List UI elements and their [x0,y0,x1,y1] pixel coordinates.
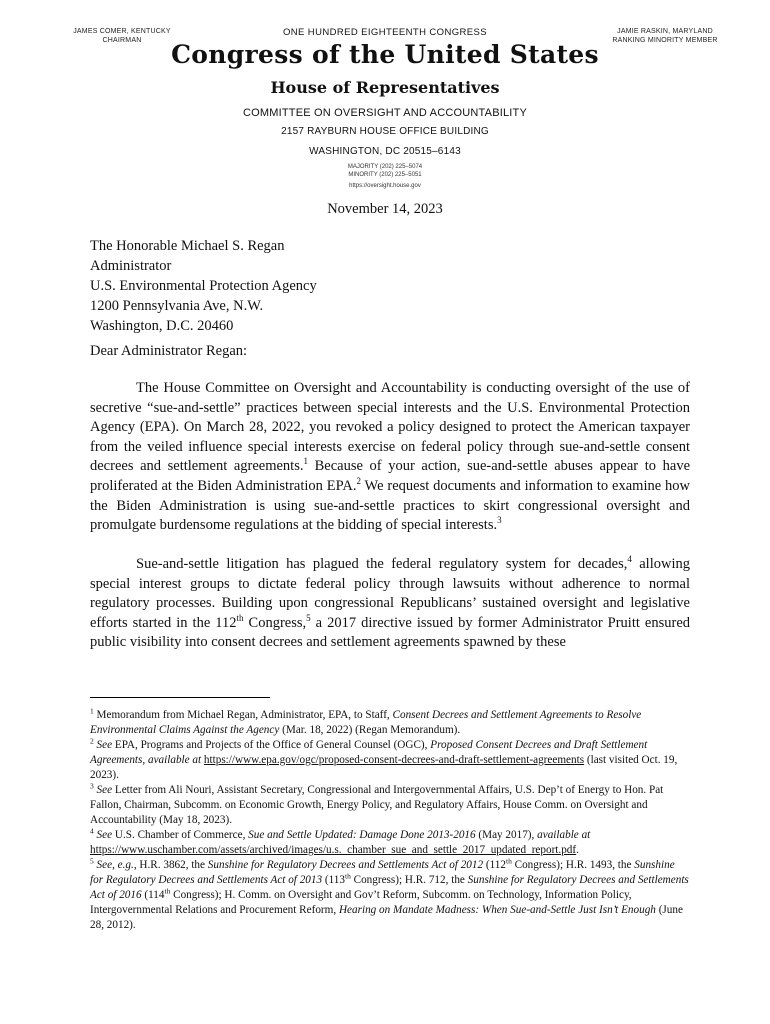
office-city: WASHINGTON, DC 20515–6143 [309,146,461,157]
footnote-4 [90,828,690,858]
congress-number: ONE HUNDRED EIGHTEENTH CONGRESS [282,27,487,38]
body-text: allowing special interest groups to dictate federal policy through lawsuits without adherence to normal regulatory processes. Building upon congressional Republicans’ sustained oversight and legislative efforts started in the 112 [90,556,690,631]
footnote-signal: available at [537,829,591,841]
footnote-text: EPA, Programs and Projects of the Office of General Counsel (OGC), [112,739,431,751]
committee-website: https://oversight.house.gov [349,183,421,189]
footnote-text: (112 [483,859,506,871]
body-text: Congress, [243,614,307,631]
footnote-text: Congress); H.R. 1493, the [511,859,635,871]
footnote-title: Proposed Consent Decrees and Draft Settlement Agreements, available at [90,739,648,766]
ranking-name: JAMIE RASKIN, MARYLAND [617,28,713,35]
phone-minority: MINORITY (202) 225–5051 [348,172,422,178]
footnote-title: Hearing on Mandate Madness: When Sue-and-Settle Just Isn’t Enough [338,904,656,916]
ordinal-suffix: th [505,856,512,866]
footnote-title: Sunshine for Regulatory Decrees and Settlements Act of 2012 [207,859,484,871]
footnote-signal: See, e.g. [93,859,134,871]
phone-numbers [0,163,770,179]
footnote-number: 3 [90,781,94,791]
footnote-text: (113 [322,874,345,886]
footnote-2 [90,738,690,783]
body-paragraph-1 [90,379,690,536]
ordinal-suffix: th [344,871,351,881]
footnote-3 [90,783,690,828]
footnote-number: 4 [90,826,94,836]
footnote-1 [90,708,690,738]
office-address: 2157 RAYBURN HOUSE OFFICE BUILDING [281,126,489,137]
footnote-number: 5 [90,856,94,866]
ordinal-suffix: th [164,886,171,896]
footnote-ref: 4 [627,554,632,565]
body-paragraph-2 [90,555,690,653]
letterhead-subtitle: House of Representatives [270,78,500,97]
footnote-title: Sunshine for Regulatory Decrees and Settlements Act of 2016 [90,874,689,901]
body-text: Because of your action, sue-and-settle abuses appear to have proliferated at the Biden Administration EPA. [90,458,690,494]
footnote-ref: 5 [306,612,311,623]
footnote-text: (last visited Oct. 19, 2023). [90,754,678,781]
body-text: We request documents and information to examine how the Biden Administration is using sue-and-settle practices to skirt congressional oversight and promulgate burdensome regulations at the bidding of special interests. [90,477,690,534]
footnote-divider [90,697,270,698]
footnote-ref: 3 [497,515,502,526]
recipient-line: Administrator [90,258,172,274]
recipient-line: 1200 Pennsylvania Ave, N.W. [90,298,264,314]
footnote-ref: 1 [303,456,308,467]
footnote-text: Letter from Ali Nouri, Assistant Secretary, Congressional and Intergovernmental Affairs, U.S. Dep’t of Energy to Hon. Pat Fallon, Chairman, Subcomm. on Economic Growth, Energy Policy, and Regulatory Affairs, House Comm. on Oversight and Accountability (May 18, 2023). [90,784,664,826]
footnote-signal: See [93,829,113,841]
footnote-text: (June 28, 2012). [90,904,683,931]
recipient-line: U.S. Environmental Protection Agency [90,278,317,294]
footnote-5 [90,858,690,933]
chairman-name: JAMES COMER, KENTUCKY [73,28,171,35]
footnote-signal: See [93,739,113,751]
footnote-number: 2 [90,736,94,746]
body-text: Sue-and-settle litigation has plagued the federal regulatory system for decades, [136,556,628,572]
footnote-text: , H.R. 3862, the [133,859,208,871]
footnotes [90,708,690,933]
footnote-link[interactable]: https://www.epa.gov/ogc/proposed-consent-decrees-and-draft-settlement-agreements [203,754,585,766]
footnote-number: 1 [90,706,94,716]
committee-name: COMMITTEE ON OVERSIGHT AND ACCOUNTABILITY [242,107,528,119]
letter-date: November 14, 2023 [327,201,443,217]
footnote-text: U.S. Chamber of Commerce, [112,829,249,841]
footnote-text: (114 [141,889,165,901]
ranking-role: RANKING MINORITY MEMBER [612,37,718,44]
footnote-text: Congress); H.R. 712, the [350,874,468,886]
recipient-address [90,236,317,336]
phone-majority: MAJORITY (202) 225–5074 [347,164,423,170]
ordinal-suffix: th [236,612,244,623]
recipient-line: Washington, D.C. 20460 [90,318,234,334]
footnote-text: Memorandum from Michael Regan, Administrator, EPA, to Staff, [93,709,393,721]
footnote-signal: See [93,784,113,796]
footnote-title: Consent Decrees and Settlement Agreements to Resolve Environmental Claims Against the Agency [90,709,642,736]
footnote-title: Sue and Settle Updated: Damage Done 2013-2016 [248,829,476,841]
footnote-text: (Mar. 18, 2022) (Regan Memorandum). [279,724,461,736]
body-text: The House Committee on Oversight and Accountability is conducting oversight of the use of secretive “sue-and-settle” practices between special interests and the U.S. Environmental Protection Agency (EPA). On March 28, 2022, you revoked a policy designed to protect the American taxpayer from the veiled influence special interests exercise on federal policy through sue-and-settle consent decrees and settlement agreements. [90,380,690,475]
footnote-text: . [576,844,579,856]
footnote-title: Sunshine for Regulatory Decrees and Settlements Act of 2013 [90,859,675,886]
footnote-text: (May 2017), [475,829,538,841]
chairman-role: CHAIRMAN [102,37,142,44]
footnote-link[interactable]: https://www.uschamber.com/assets/archived/images/u.s._chamber_sue_and_settle_2017_updated_report.pdf [90,844,577,856]
recipient-line: The Honorable Michael S. Regan [90,238,285,254]
footnote-ref: 2 [356,476,361,487]
footnote-text: Congress); H. Comm. on Oversight and Gov’t Reform, Subcomm. on Technology, Information Policy, Intergovernmental Relations and Procurement Reform, [90,889,632,916]
salutation: Dear Administrator Regan: [90,343,248,359]
letterhead-title: Congress of the United States [171,40,599,69]
body-text: a 2017 directive issued by former Administrator Pruitt ensured public visibility into consent decrees and settlement agreements spawned by these [90,614,691,651]
